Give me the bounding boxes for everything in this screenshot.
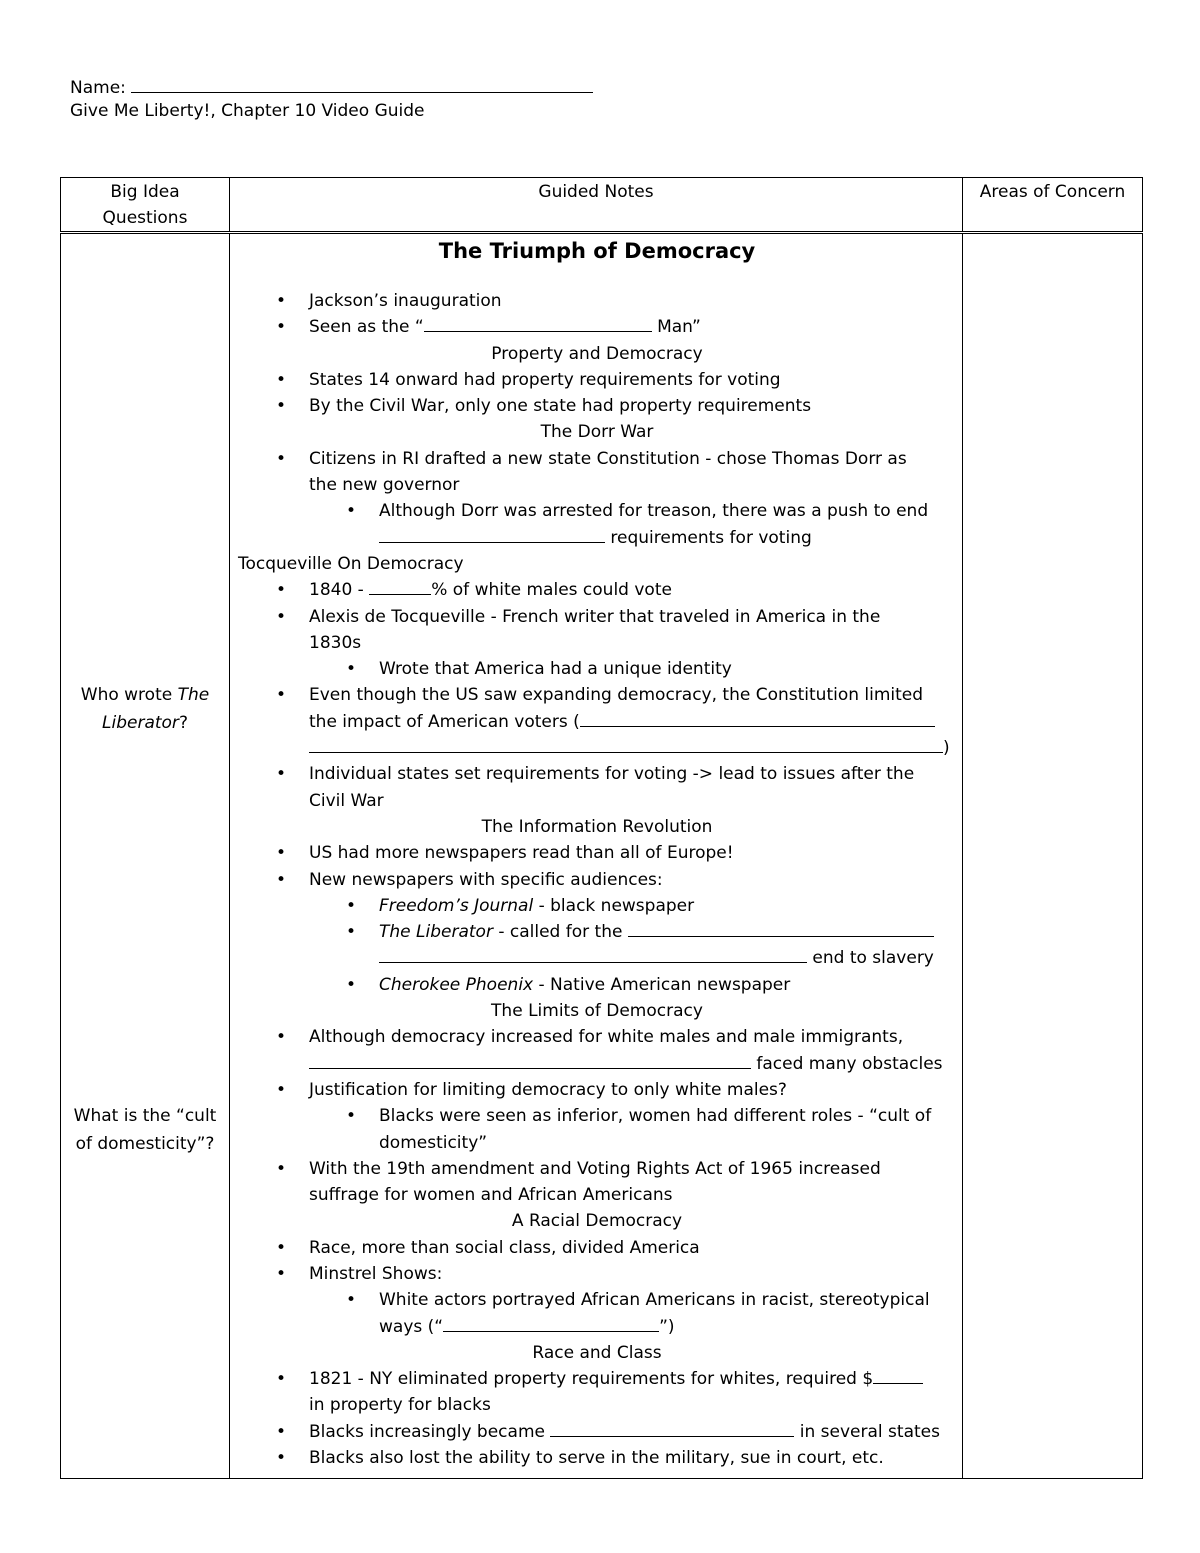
sub-list-item: • Freedom’s Journal - black newspaper <box>238 893 956 919</box>
question-cult-of-domesticity: What is the “cult of domesticity”? <box>73 1106 217 1154</box>
list-item: • 1840 - % of white males could vote <box>238 577 956 603</box>
sub-list-item: • Cherokee Phoenix - Native American newspaper <box>238 972 956 998</box>
fill-blank[interactable] <box>550 1419 794 1437</box>
fill-blank[interactable] <box>379 525 605 543</box>
section-heading: Property and Democracy <box>491 343 703 364</box>
list-item: • Justification for limiting democracy to only white males? <box>238 1077 956 1103</box>
list-item-continued: the impact of American voters ( <box>238 709 956 735</box>
sub-list-item: • The Liberator - called for the <box>238 919 956 945</box>
list-item-continued: the new governor <box>309 475 460 496</box>
list-item: • Even though the US saw expanding democracy, the Constitution limited <box>238 682 956 708</box>
col-header-guided-notes: Guided Notes <box>230 178 963 233</box>
section-heading: The Information Revolution <box>481 816 713 837</box>
table-body-row <box>61 233 1143 1479</box>
list-item: • Individual states set requirements for voting -> lead to issues after the <box>238 761 956 787</box>
list-item: • New newspapers with specific audiences: <box>238 867 956 893</box>
list-item: • Jackson’s inauguration <box>238 288 956 314</box>
list-item: • 1821 - NY eliminated property requirements for whites, required $ <box>238 1366 956 1392</box>
big-idea-questions-cell <box>61 233 230 1479</box>
name-line <box>70 76 593 98</box>
fill-blank[interactable] <box>628 919 934 937</box>
sub-list-item-continued: requirements for voting <box>238 525 956 551</box>
fill-blank[interactable] <box>443 1314 659 1332</box>
fill-blank[interactable] <box>580 709 935 727</box>
list-item: • Citizens in RI drafted a new state Constitution - chose Thomas Dorr as <box>238 446 956 472</box>
list-item: • Blacks increasingly became in several states <box>238 1419 956 1445</box>
list-item: • States 14 onward had property requirements for voting <box>238 367 956 393</box>
sub-list-item-continued: ways (“ ”) <box>238 1314 956 1340</box>
fill-blank[interactable] <box>369 577 431 595</box>
list-item: • With the 19th amendment and Voting Rights Act of 1965 increased <box>238 1156 956 1182</box>
list-item-continued: in property for blacks <box>309 1395 491 1416</box>
question-liberator: Who wrote The Liberator? <box>80 685 210 733</box>
table-header-row <box>61 178 1143 233</box>
list-item: • US had more newspapers read than all of Europe! <box>238 840 956 866</box>
list-item-continued: Civil War <box>309 790 384 811</box>
guided-notes-cell <box>230 233 963 1479</box>
section-heading: The Dorr War <box>540 422 654 443</box>
sub-list-item: • Although Dorr was arrested for treason, there was a push to end <box>238 498 956 524</box>
fill-blank[interactable] <box>873 1366 923 1384</box>
list-item: • Minstrel Shows: <box>238 1261 956 1287</box>
list-item: • Seen as the “ Man” <box>238 314 956 340</box>
section-heading: A Racial Democracy <box>511 1211 683 1232</box>
worksheet-subtitle: Give Me Liberty!, Chapter 10 Video Guide <box>70 101 425 121</box>
list-item-continued: suffrage for women and African Americans <box>309 1185 673 1206</box>
sub-list-item: • White actors portrayed African Americans in racist, stereotypical <box>238 1287 956 1313</box>
list-item: • Blacks also lost the ability to serve in the military, sue in court, etc. <box>238 1445 956 1471</box>
list-item: • Although democracy increased for white males and male immigrants, <box>238 1024 956 1050</box>
section-heading: Race and Class <box>532 1342 662 1363</box>
list-item: • By the Civil War, only one state had property requirements <box>238 393 956 419</box>
areas-of-concern-cell[interactable] <box>963 233 1143 1479</box>
sub-list-item: • Blacks were seen as inferior, women had different roles - “cult of <box>238 1103 956 1129</box>
sub-list-item-continued: end to slavery <box>238 945 956 971</box>
fill-blank[interactable] <box>309 735 943 753</box>
section-heading: The Limits of Democracy <box>491 1001 703 1022</box>
sub-list-item-continued: domesticity” <box>379 1132 488 1153</box>
fill-blank[interactable] <box>424 314 652 332</box>
fill-blank[interactable] <box>309 1051 751 1069</box>
list-item-continued: 1830s <box>309 632 362 653</box>
col-header-big-idea: Big Idea Questions <box>61 178 230 233</box>
notes-title: The Triumph of Democracy <box>438 239 756 263</box>
list-item-continued: faced many obstacles <box>238 1051 956 1077</box>
list-item: • Alexis de Tocqueville - French writer that traveled in America in the <box>238 604 956 630</box>
guided-notes-table <box>60 177 1143 1479</box>
name-label: Name: <box>70 78 126 98</box>
sub-list-item: • Wrote that America had a unique identity <box>238 656 956 682</box>
section-heading: Tocqueville On Democracy <box>238 553 464 574</box>
col-header-areas-of-concern: Areas of Concern <box>963 178 1143 233</box>
name-blank[interactable] <box>131 76 593 93</box>
fill-blank[interactable] <box>379 945 807 963</box>
list-item-continued: ) <box>238 735 956 761</box>
list-item: • Race, more than social class, divided America <box>238 1235 956 1261</box>
